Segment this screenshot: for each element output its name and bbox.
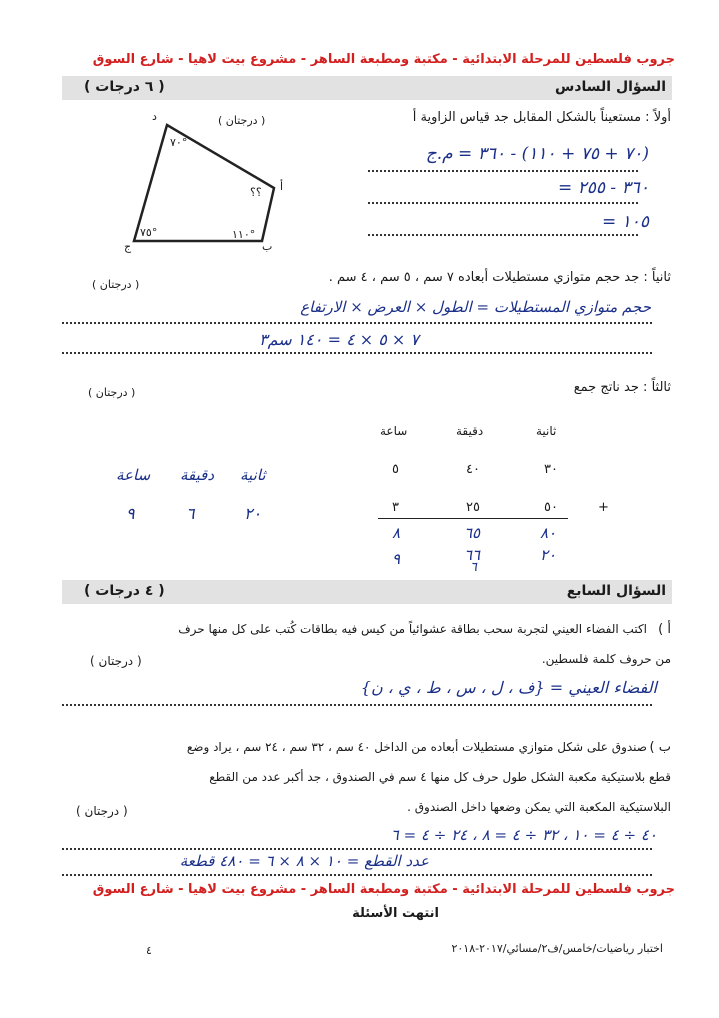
sum-rule (378, 518, 568, 519)
answer-line (62, 874, 652, 876)
result2-hour: ٩ (392, 550, 401, 568)
answer-line (62, 704, 652, 706)
vertex-d: د (152, 110, 157, 123)
answer-line (368, 202, 638, 204)
answer-line (62, 322, 652, 324)
q6-part1-prompt: أولاً : مستعيناً بالشكل المقابل جد قياس الزاوية أ (412, 110, 671, 125)
row2-second: ٥٠ (544, 500, 558, 515)
quadrilateral-figure (100, 100, 300, 260)
q7b-text3: البلاستيكية المكعبة التي يمكن وضعها داخل الصندوق . (407, 800, 671, 814)
q6-part1-answer-line2: ٣٦٠ - ٢٥٥ = (557, 178, 649, 198)
q7a-text1: اكتب الفضاء العيني لتجربة سحب بطاقة عشوائياً من كيس فيه بطاقات كُتب على كل منها حرف (178, 622, 647, 636)
result2-carry: ٦ (470, 560, 477, 575)
header-title: جروب فلسطين للمرحلة الابتدائية - مكتبة ومطبعة الساهر - مشروع بيت لاهيا - شارع السوق (92, 52, 675, 67)
vertex-b: ب (262, 240, 273, 253)
footer-title: جروب فلسطين للمرحلة الابتدائية - مكتبة ومطبعة الساهر - مشروع بيت لاهيا - شارع السوق (92, 882, 675, 897)
hw-header-minute: دقيقة (180, 466, 215, 484)
row1-hour: ٥ (392, 462, 399, 477)
q6-part1-marks: ( درجتان ) (218, 114, 266, 127)
row1-second: ٣٠ (544, 462, 558, 477)
row1-minute: ٤٠ (466, 462, 480, 477)
col-header-hour: ساعة (380, 424, 408, 438)
q6-marks: ( ٦ درجات ) (84, 79, 165, 95)
answer-line (368, 234, 638, 236)
q6-part2-prompt: ثانياً : جد حجم متوازي مستطيلات أبعاده ٧ سم ، ٥ سم ، ٤ سم . (328, 270, 671, 285)
hw-value-hour: ٩ (126, 504, 135, 523)
q6-part2-answer-line2: ٧ × ٥ × ٤ = ١٤٠ سم٣ (258, 330, 419, 349)
result2-second: ٢٠ (540, 546, 557, 564)
footer-end: انتهت الأسئلة (352, 906, 439, 921)
col-header-minute: دقيقة (456, 424, 484, 438)
angle-d: ٧٠° (170, 136, 188, 149)
hw-header-hour: ساعة (116, 466, 151, 484)
footer-page: ٤ (146, 944, 152, 957)
q6-part1-answer-line3: ١٠٥ = (601, 212, 649, 232)
q7b-marks: ( درجتان ) (76, 804, 128, 818)
q6-title: السؤال السادس (555, 79, 666, 95)
q7-title: السؤال السابع (566, 583, 666, 599)
q7b-answer-line2: عدد القطع = ١٠ × ٨ × ٦ = ٤٨٠ قطعة (179, 852, 429, 870)
answer-line (62, 848, 652, 850)
q7b-label: ب ) (649, 740, 671, 755)
q7b-text1: صندوق على شكل متوازي مستطيلات أبعاده من الداخل ٤٠ سم ، ٣٢ سم ، ٢٤ سم ، يراد وضع (186, 740, 647, 754)
q6-part2-answer-line1: حجم متوازي المستطيلات = الطول × العرض × الارتفاع (300, 298, 651, 316)
answer-line (368, 170, 638, 172)
quadrilateral-shape (134, 125, 274, 241)
footer-exam: اختبار رياضيات/خامس/ف٢/مسائي/٢٠١٧-٢٠١٨ (451, 942, 663, 955)
q6-part3-prompt: ثالثاً : جد ناتج جمع (573, 380, 671, 395)
result1-minute: ٦٥ (464, 524, 481, 542)
angle-a: ؟؟ (250, 186, 262, 199)
answer-line (62, 352, 652, 354)
vertex-a: أ (280, 180, 284, 193)
q7-marks: ( ٤ درجات ) (84, 583, 165, 599)
result2-minute: ٦٦ (464, 546, 481, 564)
vertex-c: ج (124, 240, 132, 253)
q7a-label: أ ) (658, 622, 671, 637)
plus-sign: + (598, 500, 609, 515)
q7-band (62, 580, 672, 604)
result1-hour: ٨ (392, 524, 401, 542)
hw-value-second: ٢٠ (244, 504, 262, 523)
row2-hour: ٣ (392, 500, 399, 515)
angle-c: ٧٥° (140, 226, 158, 239)
hw-header-second: ثانية (240, 466, 266, 484)
q7a-marks: ( درجتان ) (90, 654, 142, 668)
q7b-answer-line1: ٤٠ ÷ ٤ = ١٠ ، ٣٢ ÷ ٤ = ٨ ، ٢٤ ÷ ٤ = ٦ (390, 826, 657, 844)
q7a-answer: الفضاء العيني = {ف ، ل ، س ، ط ، ي ، ن} (360, 678, 657, 697)
q6-part2-marks: ( درجتان ) (92, 278, 140, 291)
angle-b: ١١٠° (232, 228, 256, 241)
col-header-second: ثانية (536, 424, 557, 438)
hw-value-minute: ٦ (186, 504, 195, 523)
q7a-text2: من حروف كلمة فلسطين. (541, 652, 671, 666)
row2-minute: ٢٥ (466, 500, 480, 515)
result1-second: ٨٠ (540, 524, 557, 542)
q6-band (62, 76, 672, 100)
q6-part1-answer-line1: (٧٠ + ٧٥ + ١١٠) - ٣٦٠ = م.ج (425, 144, 649, 164)
q6-part3-marks: ( درجتان ) (88, 386, 136, 399)
q7b-text2: قطع بلاستيكية مكعبة الشكل طول حرف كل منها ٤ سم في الصندوق ، جد أكبر عدد من القطع (209, 770, 671, 784)
